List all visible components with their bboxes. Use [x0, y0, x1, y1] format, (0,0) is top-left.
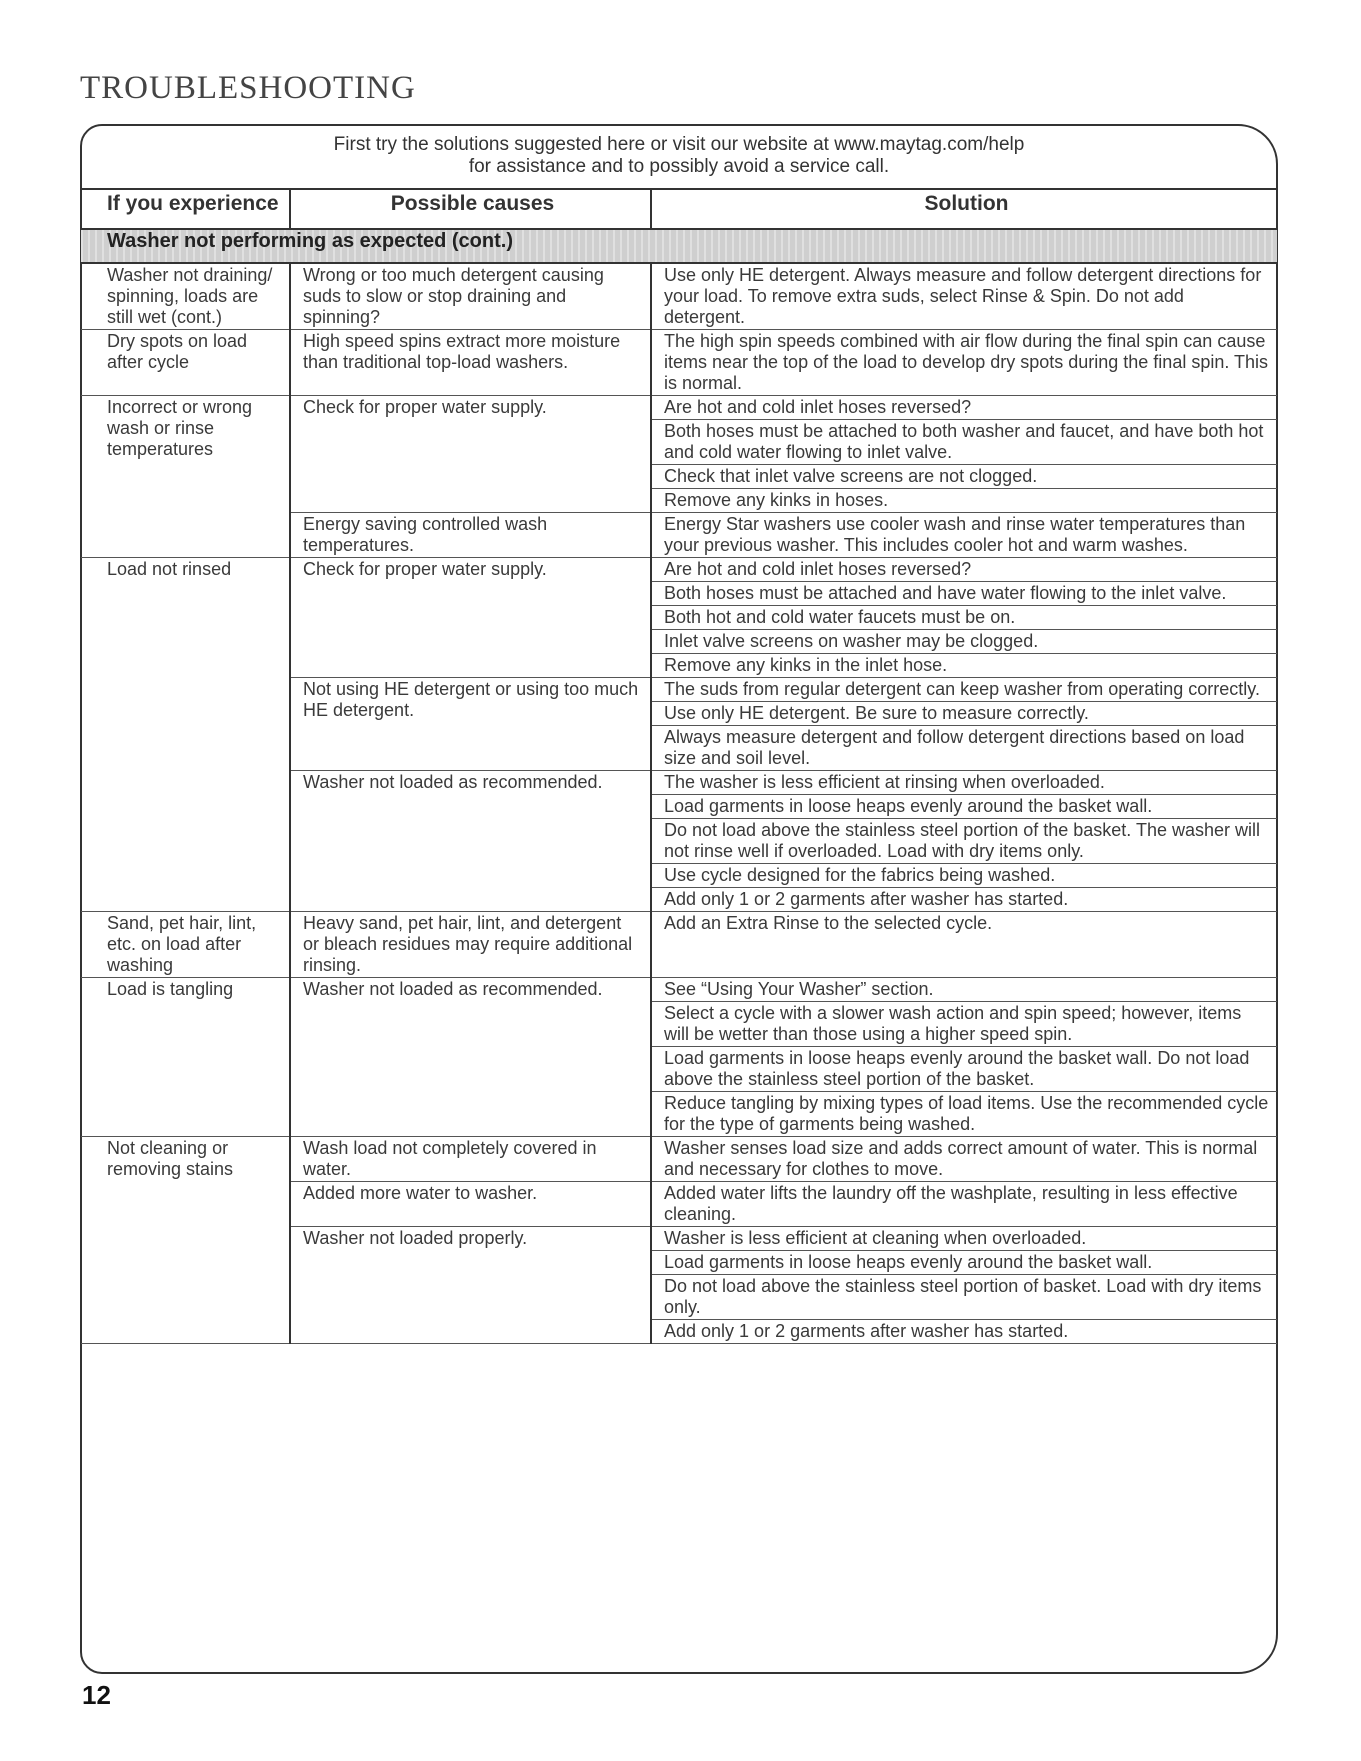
solution-cell: Load garments in loose heaps evenly around the basket wall. [651, 1251, 1277, 1275]
solution-cell: Use only HE detergent. Be sure to measure correctly. [651, 702, 1277, 726]
solution-cell: Remove any kinks in the inlet hose. [651, 654, 1277, 678]
cause-cell: Not using HE detergent or using too much HE detergent. [290, 678, 651, 771]
table-row [81, 912, 1277, 978]
header-experience: If you experience [81, 189, 290, 229]
table-row [81, 330, 1277, 396]
solution-cell: Always measure detergent and follow detergent directions based on load size and soil level. [651, 726, 1277, 771]
section-title: Washer not performing as expected (cont.) [81, 229, 1277, 263]
section-row [81, 229, 1277, 263]
solution-cell: Both hoses must be attached to both washer and faucet, and have both hot and cold water flowing to inlet valve. [651, 420, 1277, 465]
cause-cell: Wash load not completely covered in water. [290, 1137, 651, 1182]
solution-cell: Do not load above the stainless steel portion of the basket. The washer will not rinse well if overloaded. Load with dry items only. [651, 819, 1277, 864]
intro-line-2: for assistance and to possibly avoid a service call. [468, 156, 890, 177]
cause-cell: Heavy sand, pet hair, lint, and detergent or bleach residues may require additional rinsing. [290, 912, 651, 978]
solution-cell: Do not load above the stainless steel portion of basket. Load with dry items only. [651, 1275, 1277, 1320]
experience-cell: Washer not draining/ spinning, loads are still wet (cont.) [81, 263, 290, 330]
solution-cell: Are hot and cold inlet hoses reversed? [651, 396, 1277, 420]
solution-cell: Add only 1 or 2 garments after washer has started. [651, 1320, 1277, 1344]
solution-cell: Check that inlet valve screens are not clogged. [651, 465, 1277, 489]
solution-cell: Add only 1 or 2 garments after washer has started. [651, 888, 1277, 912]
experience-cell: Incorrect or wrong wash or rinse temperatures [81, 396, 290, 558]
solution-cell: See “Using Your Washer” section. [651, 978, 1277, 1002]
header-solution: Solution [651, 189, 1277, 229]
solution-cell: Added water lifts the laundry off the washplate, resulting in less effective cleaning. [651, 1182, 1277, 1227]
solution-cell: Remove any kinks in hoses. [651, 489, 1277, 513]
cause-cell: Washer not loaded properly. [290, 1227, 651, 1344]
cause-cell: Added more water to washer. [290, 1182, 651, 1227]
page-number: 12 [82, 1680, 111, 1710]
solution-cell: Both hoses must be attached and have water flowing to the inlet valve. [651, 582, 1277, 606]
experience-cell: Sand, pet hair, lint, etc. on load after washing [81, 912, 290, 978]
cause-cell: High speed spins extract more moisture than traditional top-load washers. [290, 330, 651, 396]
table-row [81, 1137, 1277, 1182]
solution-cell: Energy Star washers use cooler wash and rinse water temperatures than your previous washer. This includes cooler hot and warm washes. [651, 513, 1277, 558]
intro-line-1: First try the solutions suggested here or visit our website at www.maytag.com/help [333, 134, 1025, 155]
cause-cell: Washer not loaded as recommended. [290, 771, 651, 912]
solution-cell: Washer is less efficient at cleaning when overloaded. [651, 1227, 1277, 1251]
solution-cell: The washer is less efficient at rinsing when overloaded. [651, 771, 1277, 795]
table-row [81, 978, 1277, 1002]
table-row [81, 558, 1277, 582]
cause-cell: Check for proper water supply. [290, 558, 651, 678]
cause-cell: Check for proper water supply. [290, 396, 651, 513]
solution-cell: Add an Extra Rinse to the selected cycle. [651, 912, 1277, 978]
solution-cell: Both hot and cold water faucets must be on. [651, 606, 1277, 630]
header-causes: Possible causes [290, 189, 651, 229]
solution-cell: Select a cycle with a slower wash action and spin speed; however, items will be wetter than those using a higher speed spin. [651, 1002, 1277, 1047]
header-row [81, 189, 1277, 229]
experience-cell: Dry spots on load after cycle [81, 330, 290, 396]
solution-cell: Reduce tangling by mixing types of load items. Use the recommended cycle for the type of garments being washed. [651, 1092, 1277, 1137]
cause-cell: Washer not loaded as recommended. [290, 978, 651, 1137]
solution-cell: Load garments in loose heaps evenly around the basket wall. [651, 795, 1277, 819]
solution-cell: The high spin speeds combined with air flow during the final spin can cause items near the top of the load to develop dry spots during the final spin. This is normal. [651, 330, 1277, 396]
solution-cell: Use only HE detergent. Always measure and follow detergent directions for your load. To remove extra suds, select Rinse & Spin. Do not add detergent. [651, 263, 1277, 330]
solution-cell: Washer senses load size and adds correct amount of water. This is normal and necessary for clothes to move. [651, 1137, 1277, 1182]
experience-cell: Load is tangling [81, 978, 290, 1137]
table-body [81, 263, 1277, 1344]
troubleshooting-table [81, 188, 1277, 1344]
cause-cell: Wrong or too much detergent causing suds to slow or stop draining and spinning? [290, 263, 651, 330]
intro-text [80, 134, 1278, 178]
experience-cell: Load not rinsed [81, 558, 290, 912]
solution-cell: Load garments in loose heaps evenly around the basket wall. Do not load above the stainless steel portion of the basket. [651, 1047, 1277, 1092]
page-title: TROUBLESHOOTING [80, 70, 416, 106]
cause-cell: Energy saving controlled wash temperatures. [290, 513, 651, 558]
table-row [81, 263, 1277, 330]
solution-cell: Inlet valve screens on washer may be clogged. [651, 630, 1277, 654]
solution-cell: Are hot and cold inlet hoses reversed? [651, 558, 1277, 582]
solution-cell: Use cycle designed for the fabrics being washed. [651, 864, 1277, 888]
experience-cell: Not cleaning or removing stains [81, 1137, 290, 1344]
table-row [81, 396, 1277, 420]
solution-cell: The suds from regular detergent can keep washer from operating correctly. [651, 678, 1277, 702]
